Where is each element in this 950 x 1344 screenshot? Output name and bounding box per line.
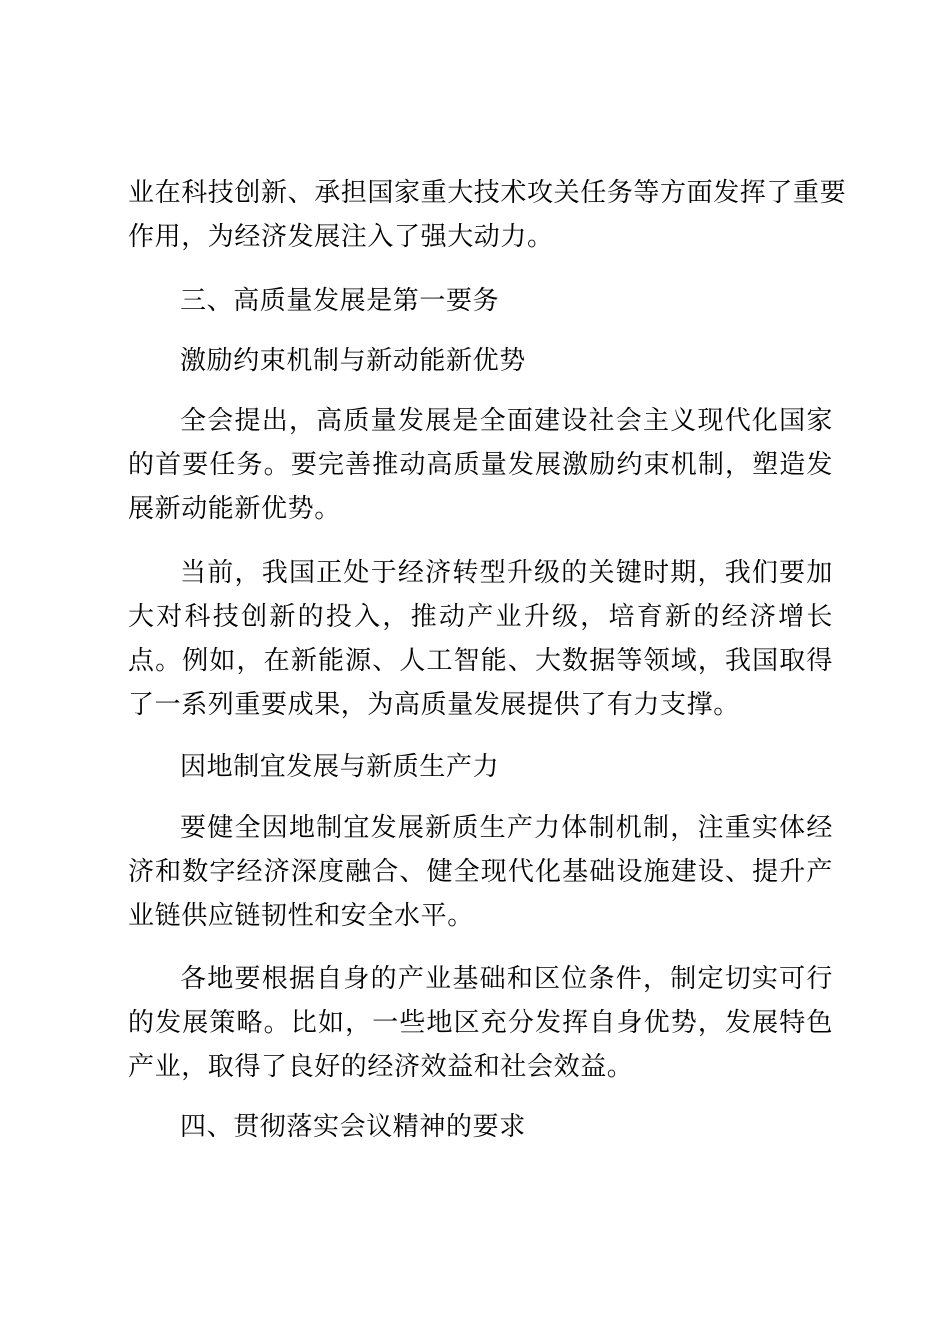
continuation-line-1: 业在科技创新、承担国家重大技术攻关任务等方面发挥了重要 (128, 178, 847, 208)
section-4-title: 四、贯彻落实会议精神的要求 (180, 1112, 526, 1142)
paragraph-regional-strategy: 各地要根据自身的产业基础和区位条件，制定切实可行的发展策略。比如，一些地区充分发挥自身优势，发展特色产业，取得了良好的经济效益和社会效益。 (128, 964, 833, 1082)
subheading-incentive-mechanism: 激励约束机制与新动能新优势 (180, 346, 526, 376)
continuation-paragraph (128, 171, 847, 259)
continuation-line-2: 作用，为经济发展注入了强大动力。 (128, 222, 554, 252)
section-3-title: 三、高质量发展是第一要务 (180, 286, 500, 316)
subheading-local-productivity: 因地制宜发展与新质生产力 (180, 752, 500, 782)
paragraph-economic-transition: 当前，我国正处于经济转型升级的关键时期，我们要加大对科技创新的投入，推动产业升级，培育新的经济增长点。例如，在新能源、人工智能、大数据等领域，我国取得了一系列重要成果，为高质量发展提供了有力支撑。 (128, 558, 833, 720)
paragraph-productivity-mechanism: 要健全因地制宜发展新质生产力体制机制，注重实体经济和数字经济深度融合、健全现代化基础设施建设、提升产业链供应链韧性和安全水平。 (128, 813, 833, 931)
paragraph-plenary-proposal: 全会提出，高质量发展是全面建设社会主义现代化国家的首要任务。要完善推动高质量发展激励约束机制，塑造发展新动能新优势。 (128, 406, 833, 524)
